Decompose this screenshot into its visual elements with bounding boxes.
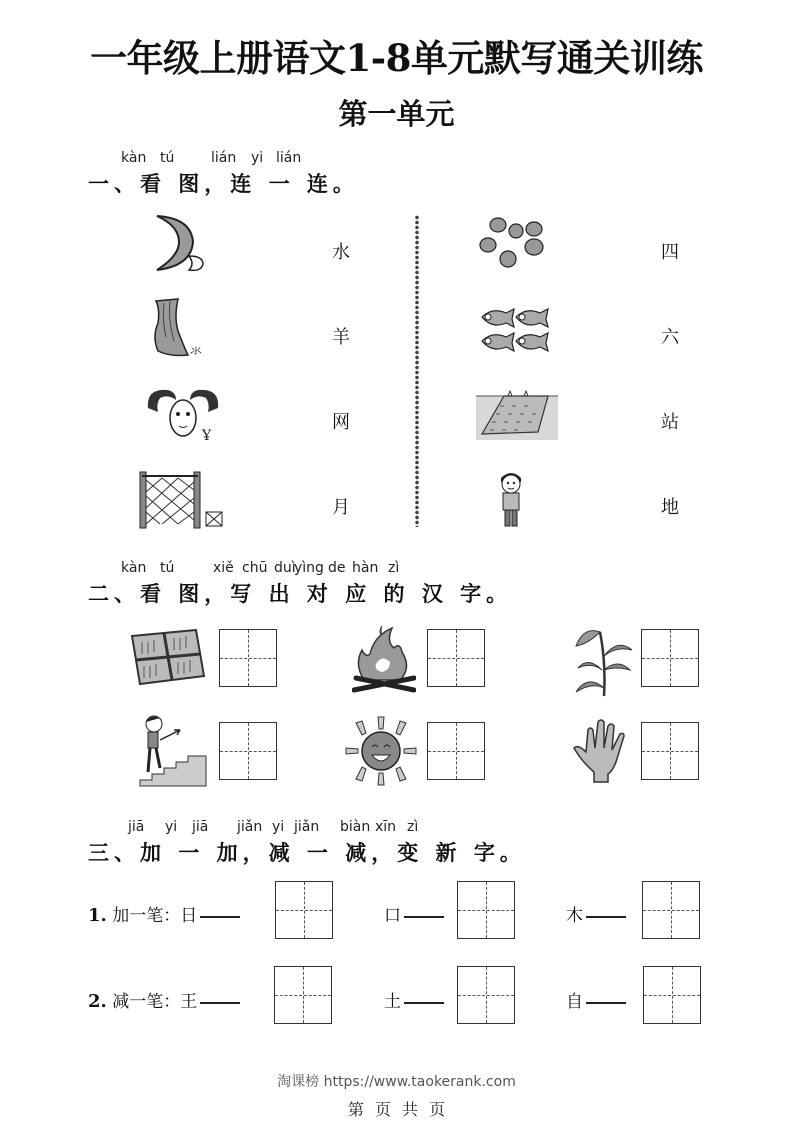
unit-title: 第一单元: [338, 97, 455, 131]
pinyin: lián: [276, 150, 302, 166]
base-char: 土: [384, 992, 401, 1012]
pinyin: lián: [211, 150, 237, 166]
row-number: 2.: [88, 991, 107, 1012]
section-3-heading: 三、加 一 加，减 一 减，变 新 字。: [88, 841, 526, 865]
answer-dash: [404, 916, 444, 918]
pinyin: jiā: [128, 819, 145, 835]
pinyin: xiě: [213, 560, 234, 576]
section-1-pinyin: [88, 150, 359, 166]
exercise-row-1-item-3: [566, 901, 626, 926]
moon-icon[interactable]: [143, 212, 213, 278]
pinyin: zì: [388, 560, 400, 576]
section-3-pinyin: [88, 819, 526, 835]
pinyin: kàn: [121, 560, 147, 576]
pinyin: tú: [160, 560, 175, 576]
pinyin: jiǎn: [237, 819, 263, 835]
pinyin: jiǎn: [294, 819, 320, 835]
pinyin: tú: [160, 150, 175, 166]
pinyin: chū: [242, 560, 268, 576]
pinyin: biàn: [340, 819, 371, 835]
svg-text:Ұ: Ұ: [202, 428, 212, 444]
pinyin: jiā: [192, 819, 209, 835]
fire-icon: [352, 624, 416, 698]
standing-boy-icon[interactable]: [496, 470, 526, 534]
match-char-left-4[interactable]: 月: [332, 497, 350, 518]
pinyin: yi: [165, 819, 178, 835]
pinyin: yìng: [294, 560, 324, 576]
hand-icon: [572, 718, 632, 788]
exercise-row-2-item-3: [566, 987, 626, 1012]
writing-box-2[interactable]: [427, 629, 485, 687]
base-char: 王: [180, 992, 198, 1012]
answer-dash: [200, 916, 240, 918]
answer-dash: [586, 916, 626, 918]
water-stream-icon[interactable]: [148, 297, 208, 365]
section-3-header: [88, 819, 526, 867]
pinyin: hàn: [352, 560, 379, 576]
match-char-left-3[interactable]: 网: [332, 412, 350, 433]
pinyin: yi: [272, 819, 285, 835]
smiling-sun-icon: [344, 715, 418, 791]
base-char: 自: [566, 992, 583, 1012]
field-ground-icon[interactable]: [476, 390, 558, 444]
row-number: 1.: [88, 905, 107, 926]
match-char-left-1[interactable]: 水: [332, 242, 350, 263]
writing-box-1[interactable]: [219, 629, 277, 687]
writing-box-3[interactable]: [641, 629, 699, 687]
exercise-row-2-item-2: [384, 987, 444, 1012]
answer-dash: [586, 1002, 626, 1004]
answer-box-2-2[interactable]: [457, 966, 515, 1024]
pinyin: yi: [251, 150, 264, 166]
fish-group-icon[interactable]: [480, 305, 552, 359]
writing-box-5[interactable]: [427, 722, 485, 780]
worksheet-title: 一年级上册语文1-8单元默写通关训练: [90, 36, 703, 80]
answer-box-2-3[interactable]: [643, 966, 701, 1024]
section-1-header: [88, 150, 359, 198]
pinyin: kàn: [121, 150, 147, 166]
exercise-row-2-label: [88, 987, 240, 1012]
exercise-row-1-item-2: [384, 901, 444, 926]
pinyin: de: [328, 560, 346, 576]
answer-box-1-2[interactable]: [457, 881, 515, 939]
watermark-url: 淘课榜 https://www.taokerank.com: [277, 1074, 516, 1090]
writing-box-6[interactable]: [641, 722, 699, 780]
section-2-heading: 二、看 图，写 出 对 应 的 汉 字。: [88, 582, 513, 606]
base-char: 木: [566, 906, 583, 926]
chicks-group-icon[interactable]: [478, 215, 550, 277]
row-instruction: 减一笔：: [112, 992, 181, 1012]
row-instruction: 加一笔：: [112, 906, 181, 926]
base-char: 日: [180, 906, 198, 926]
answer-box-1-1[interactable]: [275, 881, 333, 939]
pinyin: xīn: [375, 819, 397, 835]
dotted-divider: [413, 215, 421, 527]
section-2-pinyin: [88, 560, 512, 576]
match-char-left-2[interactable]: 羊: [332, 327, 350, 348]
rice-plant-icon: [570, 622, 636, 702]
match-char-right-2[interactable]: 六: [661, 327, 679, 348]
writing-box-4[interactable]: [219, 722, 277, 780]
section-2-header: [88, 560, 512, 608]
answer-box-1-3[interactable]: [642, 881, 700, 939]
pinyin: zì: [407, 819, 419, 835]
answer-dash: [200, 1002, 240, 1004]
match-char-right-1[interactable]: 四: [661, 242, 679, 263]
answer-dash: [404, 1002, 444, 1004]
section-1-heading: 一、看 图，连 一 连。: [88, 172, 359, 196]
exercise-row-1-label: [88, 901, 240, 926]
page-number: 第 页 共 页: [347, 1100, 446, 1119]
ram-head-icon[interactable]: [138, 382, 228, 448]
net-icon[interactable]: [138, 468, 228, 534]
boy-climbing-stairs-icon: [138, 712, 210, 792]
svg-text:氺: 氺: [190, 344, 203, 358]
match-char-right-3[interactable]: 站: [661, 412, 679, 433]
field-plots-icon: [126, 626, 206, 692]
base-char: 口: [384, 906, 401, 926]
pinyin: duì: [274, 560, 296, 576]
answer-box-2-1[interactable]: [274, 966, 332, 1024]
match-char-right-4[interactable]: 地: [661, 497, 679, 518]
